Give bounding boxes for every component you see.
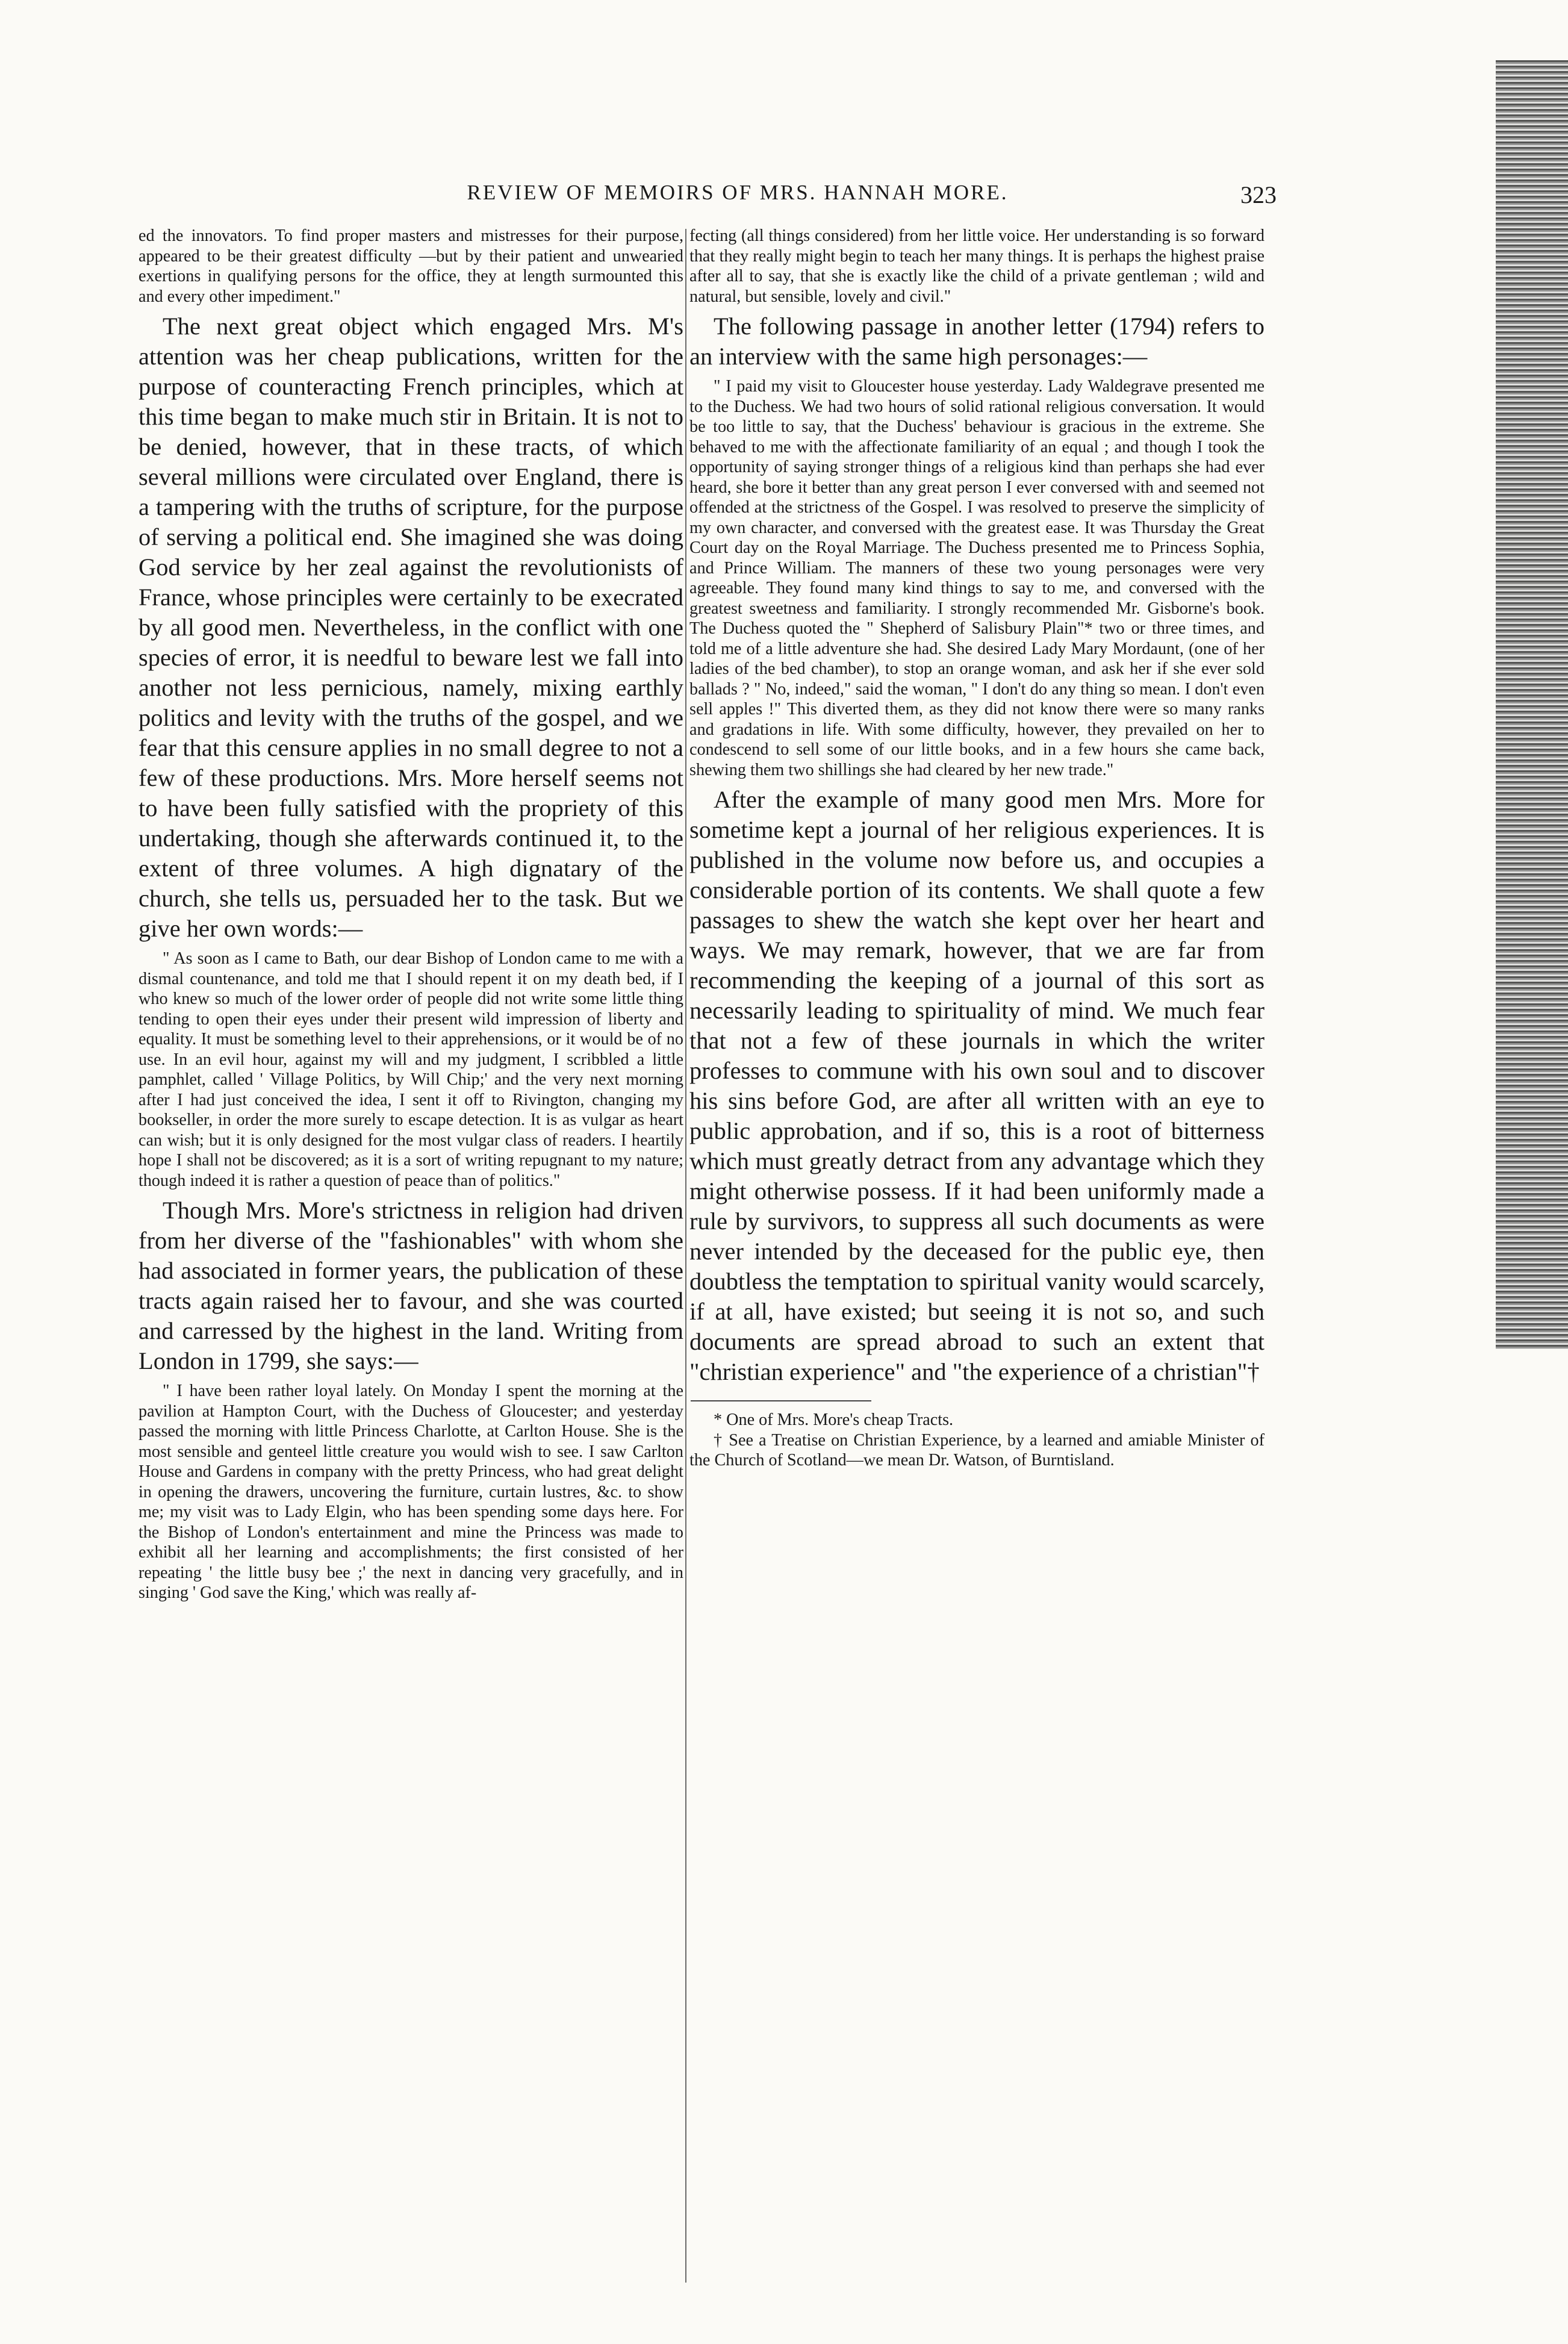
running-header [199,181,1277,217]
footnote: * One of Mrs. More's cheap Tracts. [714,1410,954,1429]
paragraph: ed the innovators. To find proper masters and mistresses for their purpose, appeared to be their greatest difficulty —but by their patient and unwearied exertions in qualifying persons for the office, they at length surmounted this and every other impediment." [138,226,683,306]
paragraph: The following passage in another letter (1794) refers to an interview with the same high personages:— [689,313,1265,370]
right-column [689,226,1265,1471]
block-quote: fecting (all things considered) from her little voice. Her understanding is so forward that they really might begin to teach her many things. It is perhaps the highest praise after all to say, that she is exactly like the child of a private gentleman ; wild and natural, but sensible, lovely and civil." [689,226,1265,306]
column-divider [685,229,686,2283]
block-quote: " I have been rather loyal lately. On Monday I spent the morning at the pavilion at Hampton Court, with the Duchess of Gloucester; and yesterday passed the morning with little Princess Charlotte, at Carlton House. She is the most sensible and genteel little creature you would wish to see. I saw Carlton House and Gardens in company with the pretty Princess, who had great delight in opening the drawers, uncovering the furniture, curtain lustres, &c. to show me; my visit was to Lady Elgin, who has been spending some days here. For the Bishop of London's entertainment and mine the Princess was made to exhibit all her learning and accomplishments; the first consisted of her repeating ' the little busy bee ;' the next in dancing very gracefully, and in singing ' God save the King,' which was really af- [138,1382,683,1602]
paragraph: The next great object which engaged Mrs. M's attention was her cheap publications, written for the purpose of counteracting French principles, which at this time began to make much stir in Britain. It is not to be denied, however, that in these tracts, of which several millions were circulated over England, there is a tampering with the truths of scripture, for the purpose of serving a political end. She imagined she was doing God service by her zeal against the revolutionists of France, whose principles were certainly to be execrated by all good men. Nevertheless, in the conflict with one species of error, it is needful to beware lest we fall into another not less pernicious, namely, mixing earthly politics and levity with the truths of the gospel, and we fear that this censure applies in no small degree to not a few of these productions. Mrs. More herself seems not to have been fully satisfied with the propriety of this undertaking, though she afterwards continued it, to the extent of three volumes. A high dignatary of the church, she tells us, persuaded her to the task. But we give her own words:— [138,313,683,942]
block-quote: " As soon as I came to Bath, our dear Bishop of London came to me with a dismal countenance, and told me that I should repent it on my death bed, if I who knew so much of the lower order of people did not write some little thing tending to open their eyes under their present wild impression of liberty and equality. It must be something level to their apprehensions, or it would be of no use. In an evil hour, against my will and my judgment, I scribbled a little pamphlet, called ' Village Politics, by Will Chip;' and the very next morning after I had just conceived the idea, I sent it off to Rivington, changing my bookseller, in order the more surely to escape detection. It is as vulgar as heart can wish; but it is only designed for the most vulgar class of readers. I heartily hope I shall not be discovered; as it is a sort of writing repugnant to my nature; though indeed it is rather a question of peace than of politics." [138,949,683,1190]
scanned-page-edge [1496,60,1568,1349]
left-column [138,226,683,1603]
footnote-rule [691,1400,871,1401]
running-title: REVIEW OF MEMOIRS OF MRS. HANNAH MORE. [467,181,1009,204]
footnote: † See a Treatise on Christian Experience, by a learned and amiable Minister of the Church of Scotland—we mean Dr. Watson, of Burntisland. [689,1430,1265,1470]
block-quote: " I paid my visit to Gloucester house yesterday. Lady Waldegrave presented me to the Duchess. We had two hours of solid rational religious conversation. It would be too little to say, that the Duchess' behaviour is gracious in the extreme. She behaved to me with the affectionate familiarity of an equal ; and though I took the opportunity of saying stronger things of a religious kind than perhaps she had ever heard, she bore it better than any great person I ever conversed with and seemed not offended at the strictness of the Gospel. I was resolved to preserve the simplicity of my own character, and conversed with the greatest ease. It was Thursday the Great Court day on the Royal Marriage. The Duchess presented me to Princess Sophia, and Prince William. The manners of these two young personages were very agreeable. They found many kind things to say to me, and conversed with the greatest sweetness and familiarity. I strongly recommended Mr. Gisborne's book. The Duchess quoted the " Shepherd of Salisbury Plain"* two or three times, and told me of a little adventure she had. She desired Lady Mary Mordaunt, (one of her ladies of the bed chamber), to stop an orange woman, and ask her if she ever sold ballads ? " No, indeed," said the woman, " I don't do any thing so mean. I don't even sell apples !" This diverted them, as they did not know there were so many ranks and gradations in life. With some difficulty, however, they prevailed on her to condescend to sell some of our little books, and in a few hours she came back, shewing them two shillings she had cleared by her new trade." [689,377,1265,779]
page-number: 323 [1240,181,1277,208]
paragraph: Though Mrs. More's strictness in religion had driven from her diverse of the "fashionables" with whom she had associated in former years, the publication of these tracts again raised her to favour, and she was courted and carressed by the highest in the land. Writing from London in 1799, she says:— [138,1197,683,1374]
paragraph: After the example of many good men Mrs. More for sometime kept a journal of her religious experiences. It is published in the volume now before us, and occupies a considerable portion of its contents. We shall quote a few passages to shew the watch she kept over her heart and ways. We may remark, however, that we are far from recommending the keeping of a journal of this sort as necessarily leading to spirituality of mind. We much fear that not a few of these journals in which the writer professes to commune with his own soul and to discover his sins before God, are after all written with an eye to public approbation, and if so, this is a root of bitterness which must greatly detract from any advantage which they might otherwise possess. If it had been uniformly made a rule by survivors, to suppress all such documents as were never intended by the deceased for the public eye, then doubtless the temptation to spiritual vanity would scarcely, if at all, have existed; but seeing it is not so, and such documents are spread abroad to such an extent that "christian experience" and "the experience of a christian"† [689,786,1265,1385]
